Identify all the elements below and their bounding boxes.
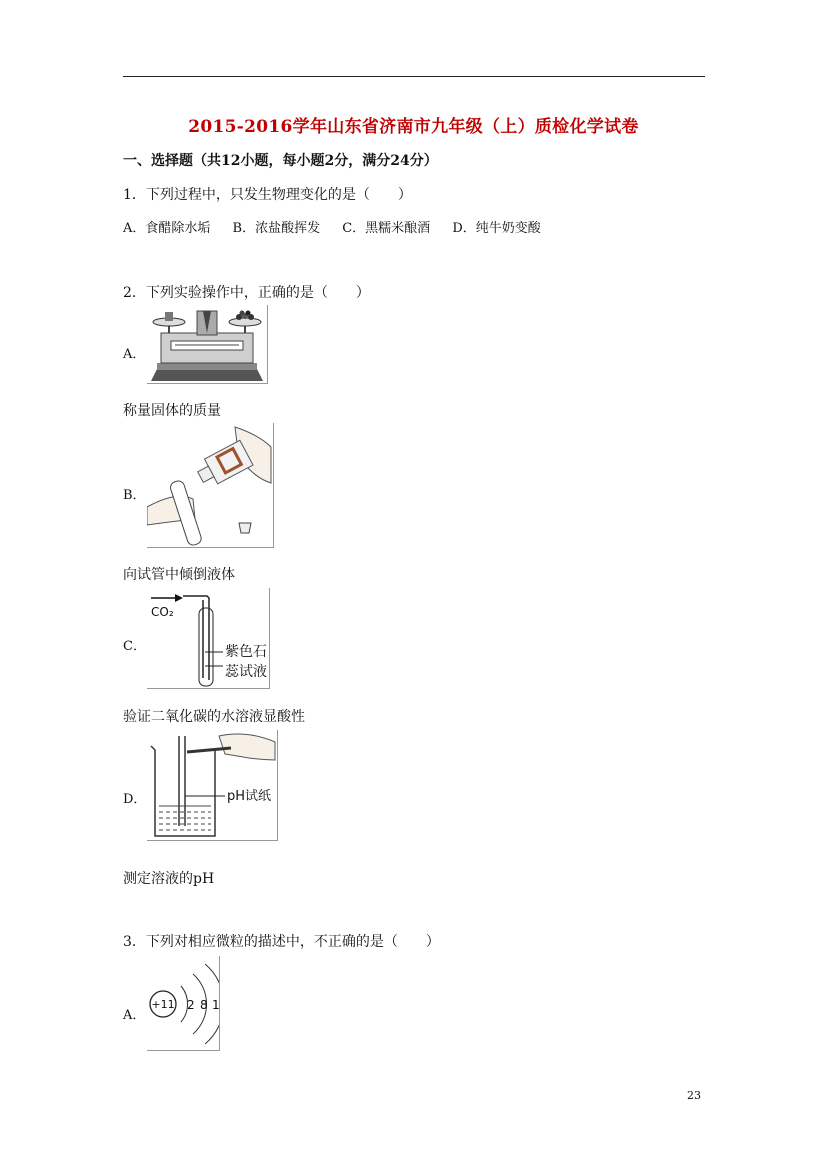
q2-option-a-letter: A． — [123, 347, 146, 362]
q3-option-a-letter: A． — [123, 1008, 146, 1023]
q2-option-d-letter: D． — [123, 792, 147, 807]
litmus-label-1: 紫色石 — [225, 644, 267, 660]
pouring-figure — [147, 423, 274, 548]
q1-option-a: A．食醋除水垢 — [123, 221, 211, 236]
q1-stem: 1．下列过程中，只发生物理变化的是（ ） — [123, 187, 412, 203]
q2-option-c-letter: C． — [123, 639, 146, 654]
section-heading: 一、选择题（共12小题，每小题2分，满分24分） — [123, 153, 438, 169]
shell3-electrons: 1 — [212, 998, 219, 1012]
q1-option-c: C．黑糯米酿酒 — [342, 221, 431, 236]
ph-test-figure — [147, 730, 278, 841]
page-number: 23 — [687, 1089, 701, 1102]
shell2-electrons: 8 — [200, 998, 208, 1012]
litmus-label-2: 蕊试液 — [225, 664, 267, 680]
q2-stem: 2．下列实验操作中，正确的是（ ） — [123, 285, 370, 301]
q2-option-c-caption: 验证二氧化碳的水溶液显酸性 — [123, 709, 305, 725]
q2-option-b-letter: B． — [123, 488, 146, 503]
q2-option-b-caption: 向试管中倾倒液体 — [123, 567, 235, 583]
atom-structure-figure — [147, 956, 220, 1051]
q1-option-d: D．纯牛奶变酸 — [452, 221, 541, 236]
q3-stem: 3．下列对相应微粒的描述中，不正确的是（ ） — [123, 934, 440, 950]
q1-option-b: B．浓盐酸挥发 — [232, 221, 321, 236]
nucleus-label: +11 — [151, 998, 175, 1011]
page-title: 2015-2016学年山东省济南市九年级（上）质检化学试卷 — [188, 117, 639, 137]
q1-options — [123, 217, 559, 236]
header-rule — [123, 76, 705, 77]
co2-tube-figure — [147, 588, 270, 689]
ph-paper-label: pH试纸 — [227, 789, 272, 804]
q2-option-d-caption: 测定溶液的pH — [123, 871, 215, 887]
balance-figure — [147, 305, 268, 384]
co2-label: CO₂ — [151, 605, 174, 619]
shell1-electrons: 2 — [187, 998, 195, 1012]
q2-option-a-caption: 称量固体的质量 — [123, 403, 221, 419]
